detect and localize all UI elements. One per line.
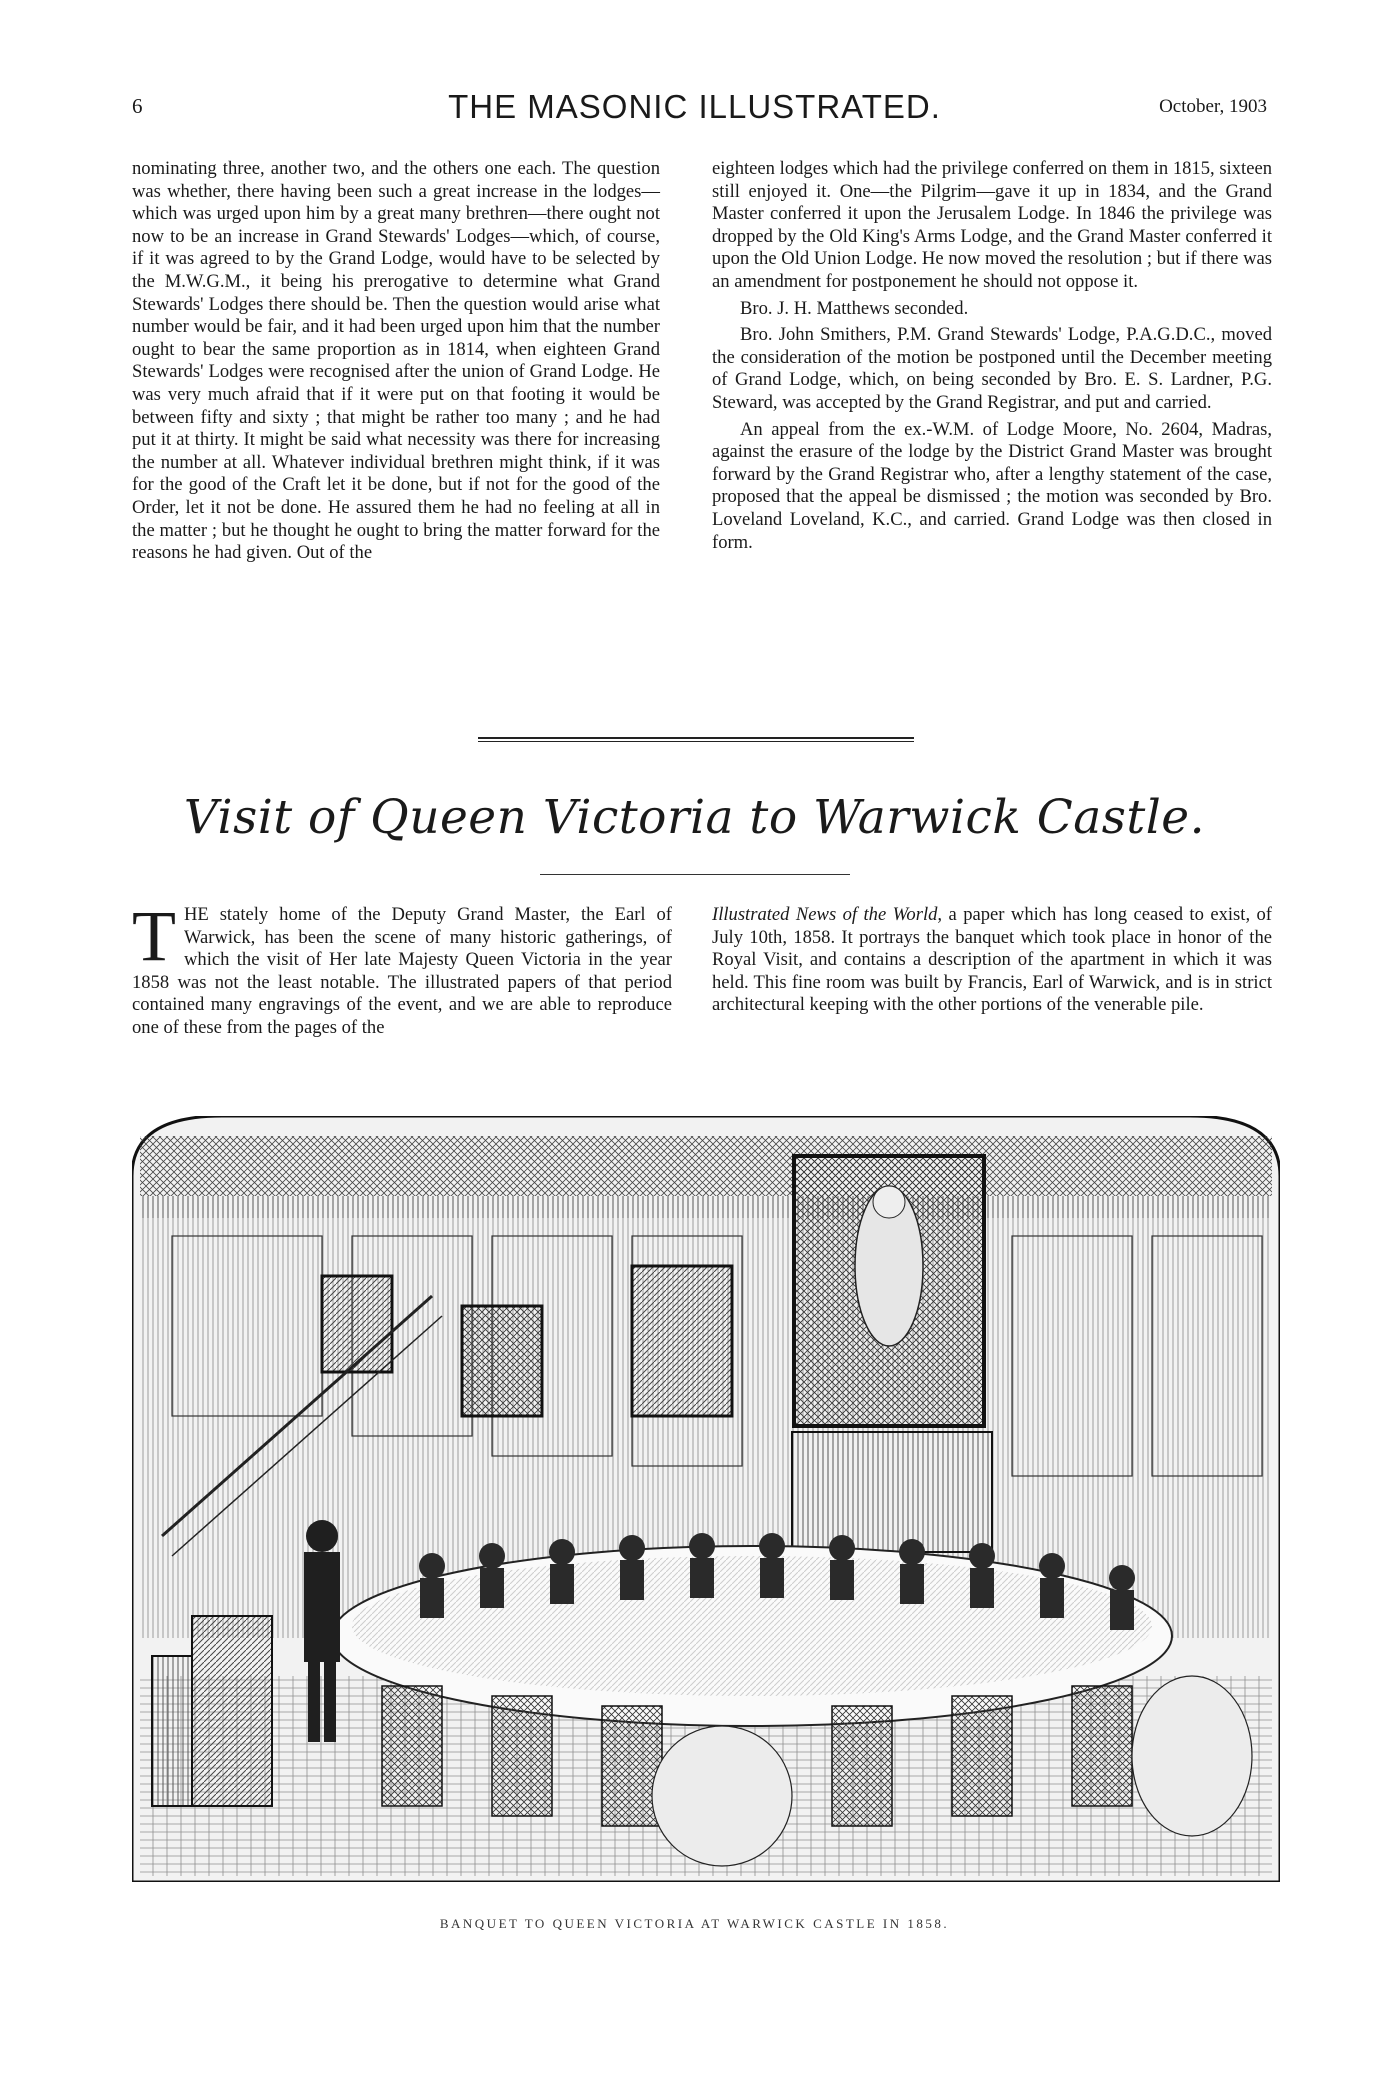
article-title: Visit of Queen Victoria to Warwick Castle. <box>183 790 1206 845</box>
illustration-caption: BANQUET TO QUEEN VICTORIA AT WARWICK CASTLE IN 1858. <box>439 1916 950 1931</box>
title-underline <box>540 874 850 875</box>
article-column-one <box>132 896 672 1040</box>
paragraph: Bro. John Smithers, P.M. Grand Stewards' Lodge, P.A.G.D.C., moved the consideration of the motion be postponed until the December meeting of Grand Lodge, which, on being seconded by Bro. E. S. Lardner, P.G. Steward, was accepted by the Grand Registrar, and put and carried. <box>712 324 1272 413</box>
article-paragraph <box>712 904 1272 1017</box>
column-one <box>132 158 660 565</box>
source-title: Illustrated News of the World, <box>712 904 943 925</box>
section-divider <box>478 741 914 742</box>
page-number: 6 <box>132 94 143 118</box>
paragraph: eighteen lodges which had the privilege conferred on them in 1815, sixteen still enjoyed it. One—the Pilgrim—gave it up in 1834, and the Grand Master conferred it upon the Jerusalem Lodge. In 1846 the privilege was dropped by the Old King's Arms Lodge, and the Grand Master conferred it upon the Old Union Lodge. He now moved the resolution ; but if there was an amendment for postponement he should not oppose it. <box>712 158 1272 292</box>
drop-cap: T <box>132 896 176 976</box>
masthead: THE MASONIC ILLUSTRATED. <box>448 88 941 125</box>
article-text-start: HE stately home of the Deputy Grand Master, the Earl of Warwick, has been the scene of many historic gatherings, of which the visit of Her late Majesty Queen Victoria in the year 1858 was not the least notable. The illustrated papers of that period contained many engravings of the event, and we are able to reproduce one of these from the pages of the <box>132 904 672 1038</box>
article-paragraph <box>132 896 672 1040</box>
paragraph: Bro. J. H. Matthews seconded. <box>740 297 969 319</box>
paragraph: nominating three, another two, and the others one each. The question was whether, there having been such a great increase in the lodges—which was urged upon him by a great many brethren—there ought not now to be an increase in Grand Stewards' Lodges—which, of course, if it was agreed to by the Grand Lodge, would have to be selected by the M.W.G.M., it being his prerogative to determine what Grand Stewards' Lodges there should be. Then the question would arise what number would be fair, and it had been urged upon him that the number ought to bear the same proportion as in 1814, when eighteen Grand Stewards' Lodges were recognised after the union of Grand Lodge. He was very much afraid that if it were put on that footing it would be between fifty and sixty ; that might be rather too many ; and he had put it at thirty. It might be said what necessity was there for increasing the number at all. Whatever individual brethren might think, if it was for the good of the Craft let it be done, but if not for the good of the Order, let it not be done. He assured them he had no feeling at all in the matter ; but he thought he ought to bring the matter forward for the reasons he had given. Out of the <box>132 158 660 564</box>
banquet-engraving <box>132 1116 1280 1882</box>
running-header <box>0 88 1389 128</box>
paragraph: An appeal from the ex.-W.M. of Lodge Moore, No. 2604, Madras, against the erasure of the lodge by the District Grand Master was brought forward by the Grand Registrar who, after a lengthy statement of the case, proposed that the appeal be dismissed ; the motion was seconded by Bro. Loveland Loveland, K.C., and carried. Grand Lodge was then closed in form. <box>712 418 1272 553</box>
article-column-two <box>712 904 1272 1017</box>
issue-date: October, 1903 <box>1159 96 1267 117</box>
article-text-end: a paper which has long ceased to exist, of July 10th, 1858. It portrays the banquet which took place in honor of the Royal Visit, and contains a description of the apartment in which it was held. This fine room was built by Francis, Earl of Warwick, and is in strict architectural keeping with the other portions of the venerable pile. <box>712 904 1273 1016</box>
column-two <box>712 158 1272 554</box>
section-divider <box>478 737 914 739</box>
